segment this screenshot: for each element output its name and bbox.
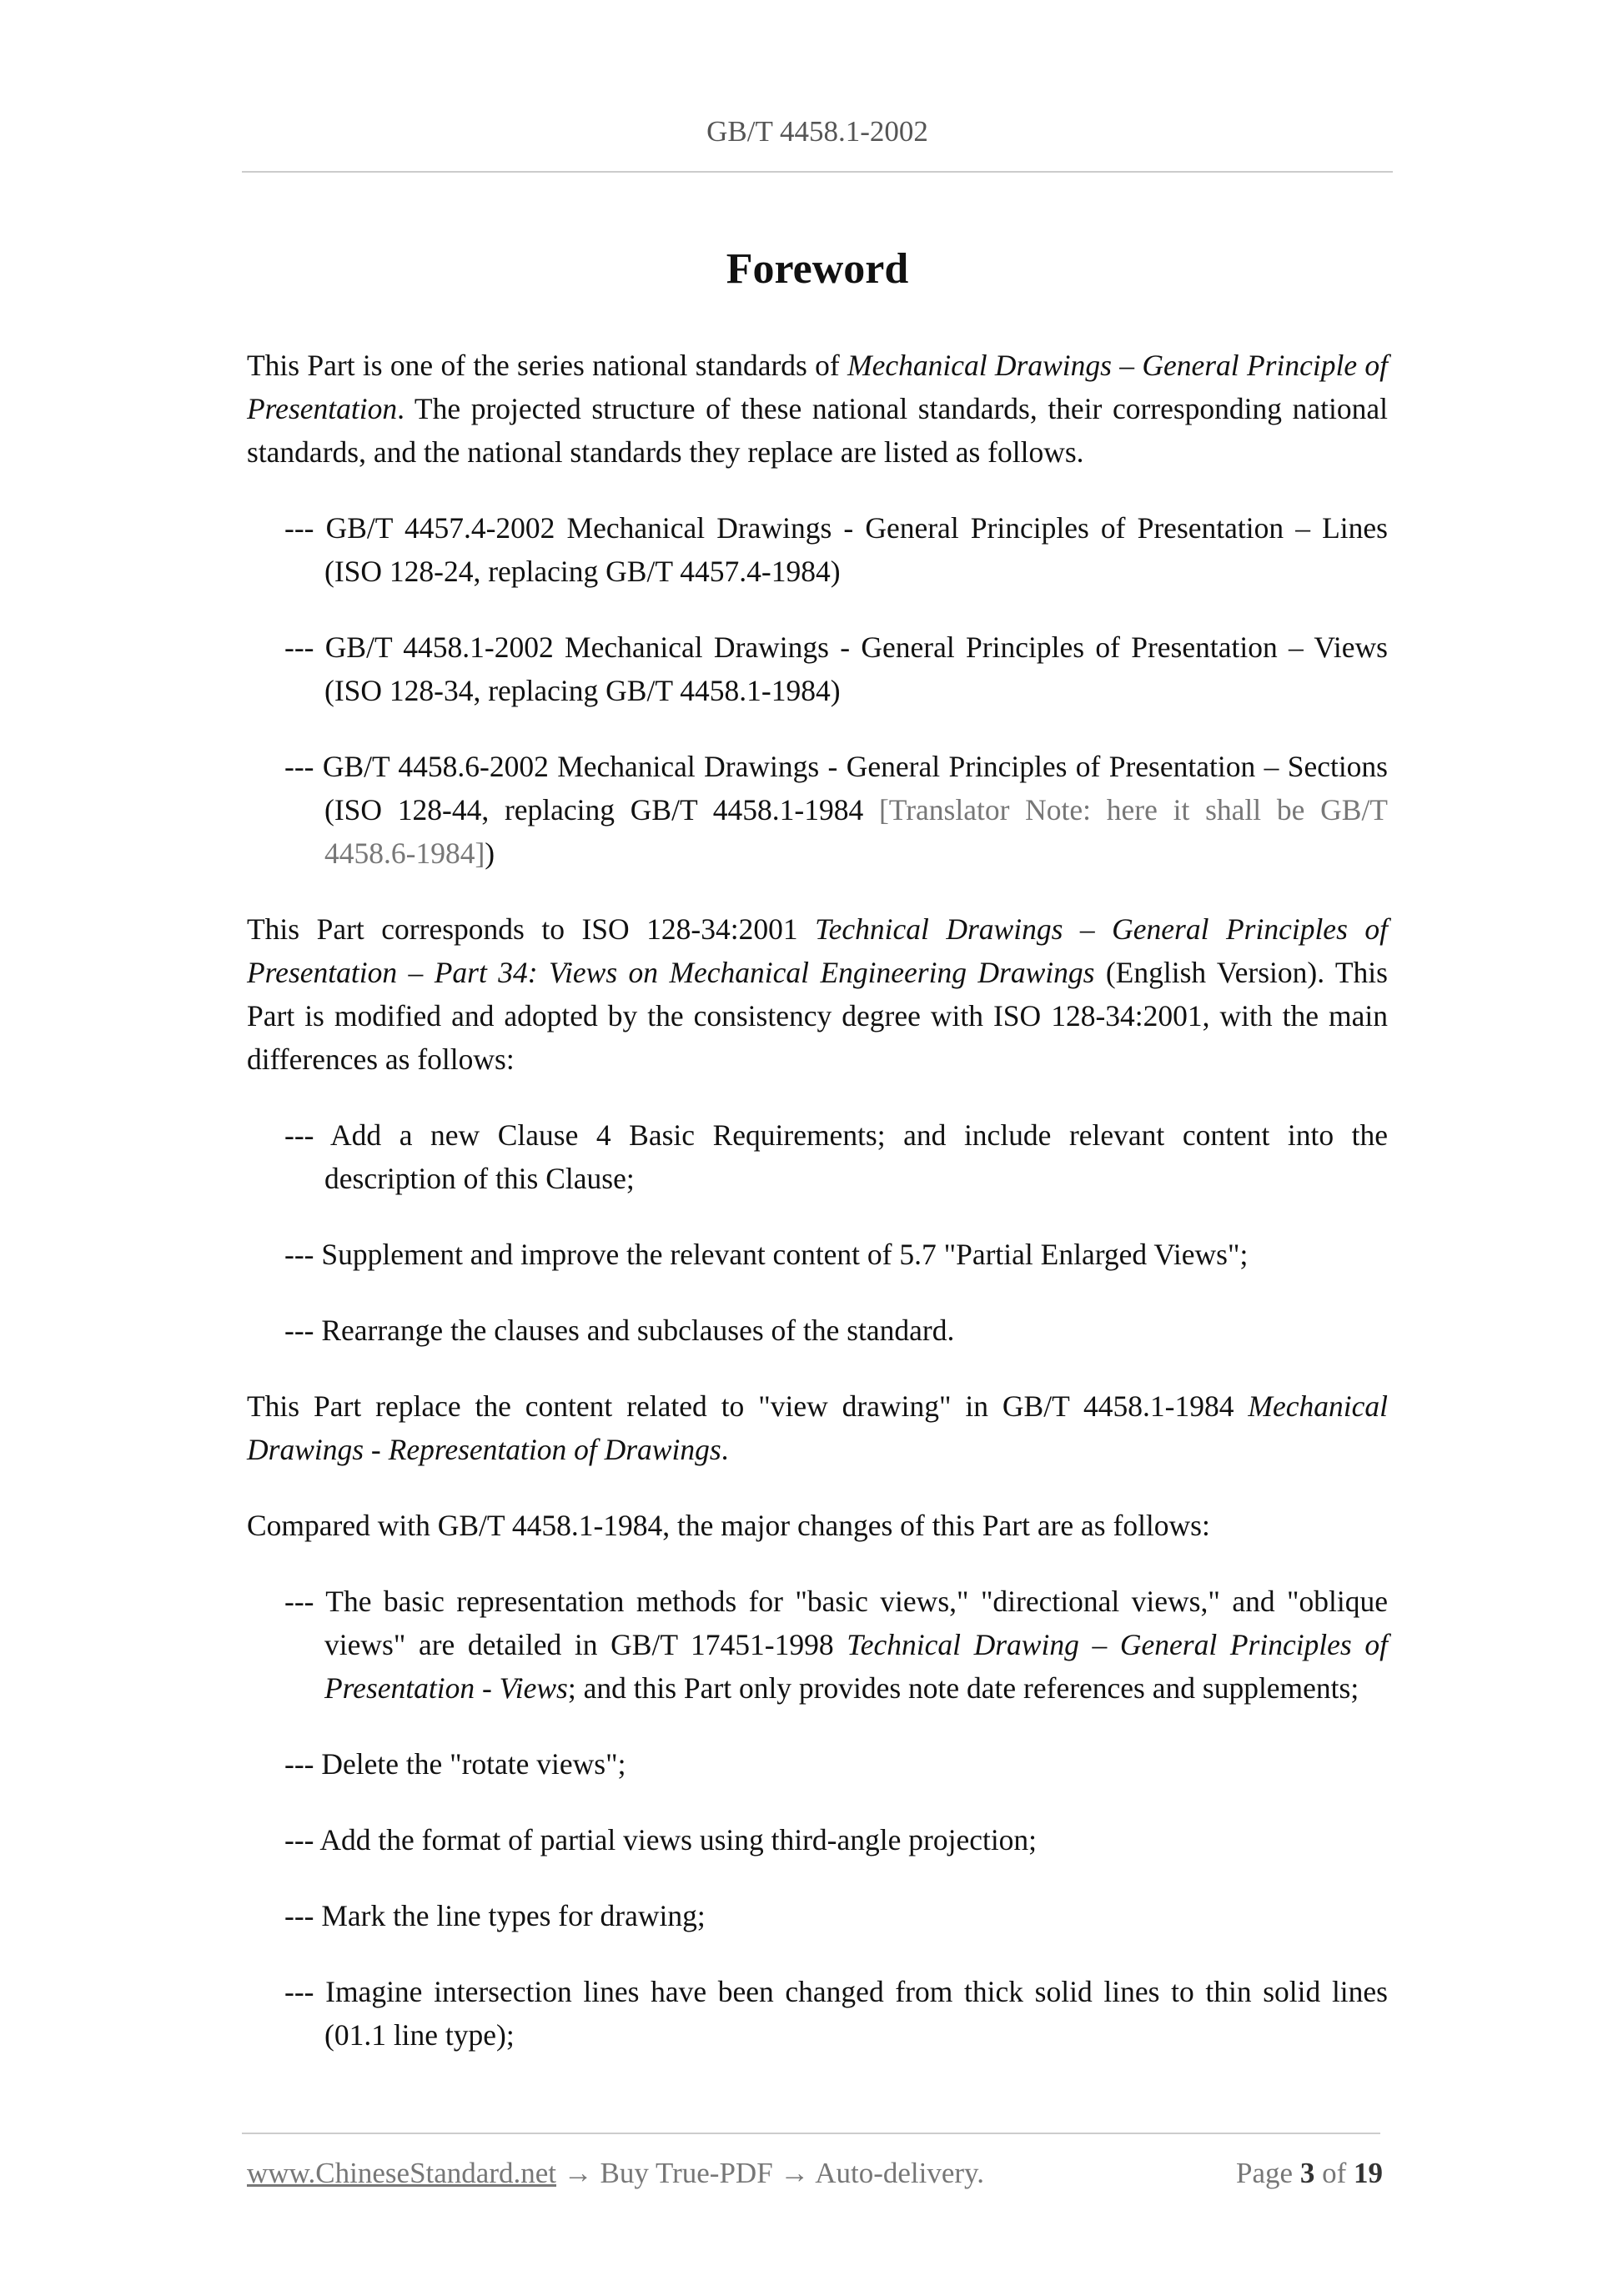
page-footer <box>247 2157 1383 2190</box>
text-run: ) <box>485 837 495 870</box>
correspondence-paragraph <box>247 907 1388 1081</box>
page-label: Page <box>1236 2157 1300 2189</box>
list-item: --- Mark the line types for drawing; <box>284 1899 706 1932</box>
text-run: ; and this Part only provides note date references and supplements; <box>567 1671 1359 1705</box>
footer-divider <box>242 2133 1380 2134</box>
page-number <box>1236 2157 1383 2190</box>
standard-title: Mechanical Drawings – General Principle of Presentation <box>247 349 1388 425</box>
list-item <box>247 1580 1388 1710</box>
list-item: --- Supplement and improve the relevant content of 5.7 "Partial Enlarged Views"; <box>284 1238 1249 1271</box>
translator-note: [Translator Note: here it shall be GB/T 4458.6-1984] <box>324 793 1388 870</box>
list-item: --- Delete the "rotate views"; <box>284 1747 626 1781</box>
list-item: --- Add a new Clause 4 Basic Requirements; and include relevant content into the description of this Clause; <box>284 1118 1388 1195</box>
promo-text: → Buy True-PDF → Auto-delivery. <box>556 2157 985 2189</box>
text-run: This Part is one of the series national standards of <box>247 349 848 382</box>
list-item: --- Rearrange the clauses and subclauses of the standard. <box>284 1314 955 1347</box>
list-item: --- GB/T 4458.1-2002 Mechanical Drawings - General Principles of Presentation – Views (ISO 128-34, replacing GB/T 4458.1-1984) <box>284 631 1388 707</box>
text-run: (English Version). This Part is modified and adopted by the consistency degree with ISO 128-34:2001, with the main differences as follows: <box>247 956 1388 1076</box>
list-item: --- Add the format of partial views using third-angle projection; <box>284 1823 1038 1856</box>
current-page: 3 <box>1299 2157 1315 2189</box>
header-divider <box>242 171 1393 173</box>
changes-intro-paragraph: Compared with GB/T 4458.1-1984, the major changes of this Part are as follows: <box>247 1509 1210 1542</box>
total-pages: 19 <box>1354 2157 1383 2189</box>
document-body <box>247 344 1388 2089</box>
list-item <box>247 745 1388 875</box>
page-title: Foreword <box>726 245 909 293</box>
text-run: . The projected structure of these national standards, their corresponding national standards, and the national standards they replace are listed as follows. <box>247 392 1388 469</box>
intro-paragraph <box>247 344 1388 474</box>
text-run: --- GB/T 4458.6-2002 Mechanical Drawings - General Principles of Presentation – Sections (ISO 128-44, replacing GB/T 4458.1-1984 <box>284 750 1388 826</box>
standard-title: Technical Drawing – General Principles of Presentation - Views <box>324 1628 1388 1705</box>
standard-title: Technical Drawings – General Principles of Presentation – Part 34: Views on Mechanical Engineering Drawings <box>247 912 1388 989</box>
text-run: --- The basic representation methods for "basic views," "directional views," and "oblique views" are detailed in GB/T 17451-1998 <box>284 1585 1388 1661</box>
site-link[interactable]: www.ChineseStandard.net <box>247 2157 556 2189</box>
replacement-paragraph <box>247 1384 1388 1471</box>
page-header-doc-code: GB/T 4458.1-2002 <box>706 115 928 148</box>
standard-title: Mechanical Drawings - Representation of Drawings <box>247 1389 1388 1466</box>
text-run: This Part replace the content related to "view drawing" in GB/T 4458.1-1984 <box>247 1389 1249 1423</box>
text-run: . <box>721 1433 729 1466</box>
text-run: This Part corresponds to ISO 128-34:2001 <box>247 912 816 946</box>
of-label: of <box>1314 2157 1354 2189</box>
list-item: --- Imagine intersection lines have been changed from thick solid lines to thin solid lines (01.1 line type); <box>284 1975 1388 2052</box>
footer-promo <box>247 2157 984 2190</box>
list-item: --- GB/T 4457.4-2002 Mechanical Drawings - General Principles of Presentation – Lines (ISO 128-24, replacing GB/T 4457.4-1984) <box>284 511 1388 588</box>
